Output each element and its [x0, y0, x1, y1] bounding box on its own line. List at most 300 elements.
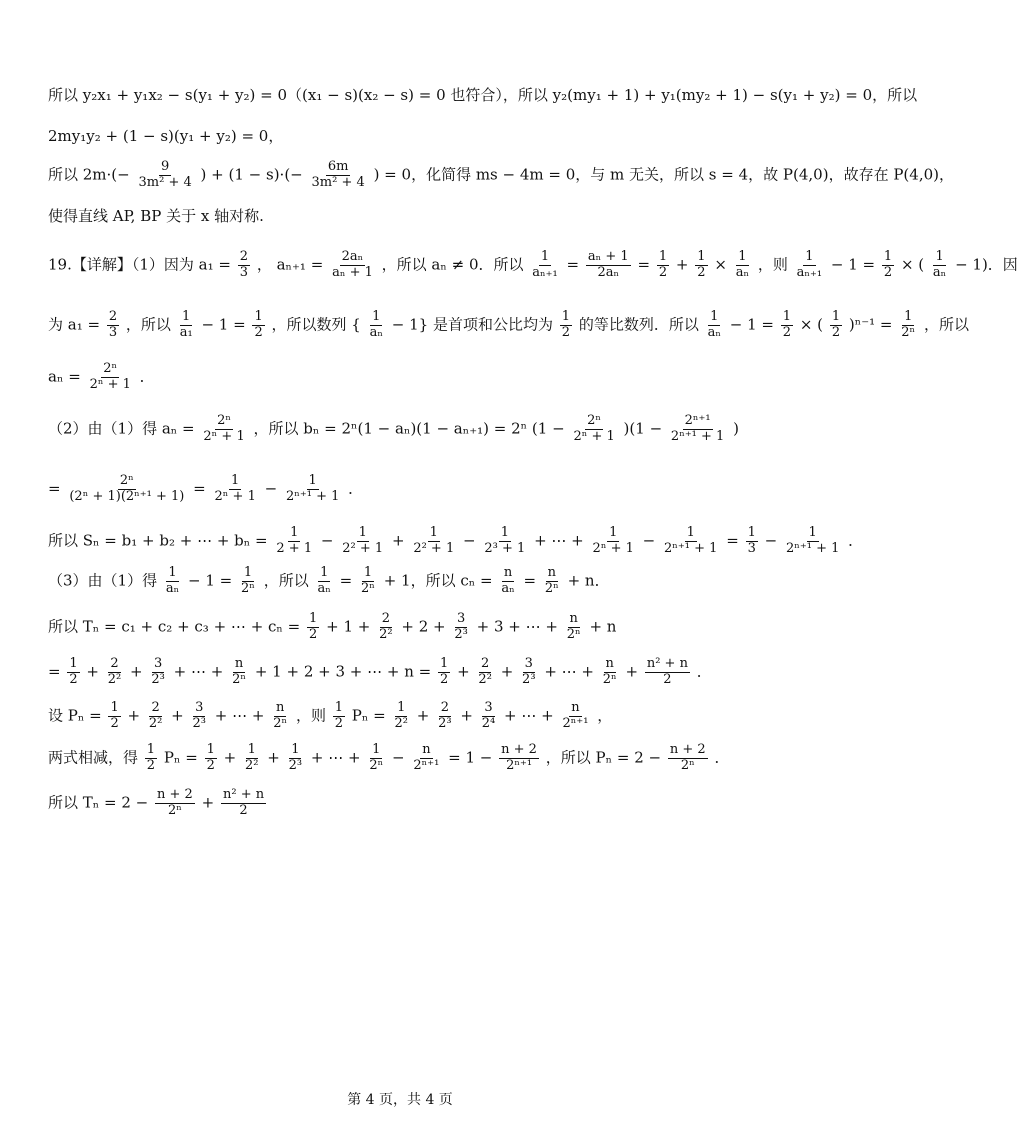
text-run: ． — [714, 748, 730, 767]
fraction — [706, 310, 723, 341]
fraction — [221, 788, 266, 819]
denominator: 2³ — [288, 757, 303, 773]
text-run: 所以 Tₙ = 2 − — [48, 793, 149, 812]
numerator: 1 — [540, 249, 550, 264]
numerator: 1 — [429, 525, 438, 540]
denominator: 2ⁿ — [361, 580, 375, 596]
denominator: 2² — [148, 715, 163, 731]
denominator: 2 — [309, 626, 318, 642]
numerator: n + 2 — [501, 742, 537, 757]
equation-line — [48, 612, 770, 643]
numerator: 2 — [151, 700, 160, 715]
fraction — [243, 743, 260, 774]
text-run: ) + (1 − s)·(− — [200, 165, 303, 184]
numerator: 2ⁿ — [119, 473, 134, 488]
fraction — [137, 160, 194, 191]
numerator: 1 — [500, 525, 509, 540]
fraction — [695, 250, 707, 281]
fraction — [734, 250, 751, 281]
numerator: n — [605, 656, 614, 671]
text-run: − — [320, 531, 334, 550]
denominator: 2ⁿ — [680, 757, 695, 773]
fraction — [645, 657, 690, 688]
text-run: + ⋯ + — [544, 662, 594, 681]
denominator: 2ⁿ + 1 — [203, 428, 245, 444]
text-run: − — [764, 531, 778, 550]
denominator: 2ⁿ⁺¹ + 1 — [285, 488, 340, 504]
denominator: aₙ — [735, 264, 750, 280]
denominator: 2³ — [522, 671, 536, 687]
text-run: + ⋯ + — [534, 531, 584, 550]
fraction — [520, 657, 537, 688]
text-run: ， aₙ₊₁ = — [256, 255, 324, 274]
fraction — [67, 474, 186, 505]
fraction — [178, 310, 195, 341]
text-run: )(1 − — [623, 419, 663, 438]
numerator: n — [503, 565, 513, 580]
numerator: n² + n — [222, 787, 265, 802]
page-footer: 第 4 页，共 4 页 — [347, 1092, 453, 1108]
text-run: + ⋯ + — [504, 706, 554, 725]
equation-line — [48, 701, 770, 732]
text-run: − — [264, 479, 278, 498]
denominator: 2 — [782, 324, 792, 340]
denominator: aₙ — [707, 324, 721, 340]
text-run: + — [457, 662, 470, 681]
numerator: 1 — [686, 525, 695, 540]
text-run: + — [500, 662, 514, 681]
fraction — [499, 743, 539, 774]
denominator: 2² — [379, 626, 393, 642]
denominator: 2ⁿ + 1 — [592, 540, 634, 556]
text-run: + ⋯ + — [173, 662, 224, 681]
numerator: 1 — [782, 309, 792, 324]
fraction — [230, 657, 248, 688]
text-run: ，所以 bₙ = 2ⁿ(1 − aₙ)(1 − aₙ₊₁) = 2ⁿ (1 − — [253, 419, 565, 438]
numerator: 2ⁿ — [587, 413, 602, 428]
denominator: 2 — [663, 671, 672, 687]
fraction — [368, 310, 385, 341]
fraction — [560, 701, 590, 732]
denominator: 2ⁿ⁺¹ — [562, 715, 589, 731]
text-run: ，则 — [295, 706, 326, 725]
text-run: + — [171, 706, 184, 725]
denominator: 2ⁿ⁺¹ — [506, 757, 533, 773]
fraction — [781, 310, 793, 341]
numerator: 1 — [697, 249, 706, 264]
text-run: + — [130, 662, 143, 681]
text-line: 2my₁y₂ + (1 − s)(y₁ + y₂) = 0， — [48, 127, 284, 145]
equation-line — [48, 159, 954, 191]
text-run: 设 Pₙ = — [48, 706, 102, 725]
numerator: 1 — [291, 742, 300, 757]
equation-line — [48, 249, 1018, 281]
denominator: 2ⁿ — [167, 802, 182, 818]
text-line: 所以 y₂x₁ + y₁x₂ − s(y₁ + y₂) = 0（(x₁ − s)(x₂ − s) = 0 也符合），所以 y₂(my₁ + 1) + y₁(my₂ + 1) − s(y₁ + y₂) = 0，所以 — [48, 86, 918, 104]
fraction — [107, 310, 119, 341]
text-run: )ⁿ⁻¹ = — [848, 315, 893, 334]
denominator: 2 — [254, 324, 263, 340]
denominator: 3 — [108, 324, 118, 340]
numerator: 3 — [154, 656, 163, 671]
numerator: 1 — [231, 473, 240, 488]
denominator: 2ⁿ — [901, 324, 916, 340]
text-run: ) — [733, 419, 739, 438]
denominator: 3 — [239, 264, 249, 280]
denominator: 2ⁿ — [232, 671, 247, 687]
text-run: + — [201, 793, 215, 812]
numerator: 1 — [808, 525, 817, 540]
denominator: 2 — [658, 264, 668, 280]
text-run: + ⋯ + — [310, 748, 361, 767]
fraction — [367, 743, 385, 774]
fraction — [601, 657, 619, 688]
text-run: = — [193, 479, 206, 498]
text-run: × ( — [900, 255, 925, 274]
numerator: 1 — [363, 565, 373, 580]
denominator: 2ⁿ — [566, 626, 581, 642]
equation-line — [48, 309, 969, 341]
denominator: 2 — [440, 671, 449, 687]
fraction — [480, 701, 497, 732]
fraction — [565, 612, 583, 643]
text-run: + n — [589, 617, 617, 636]
numerator: 1 — [206, 742, 215, 757]
numerator: 1 — [168, 565, 177, 580]
numerator: 1 — [320, 565, 329, 580]
fraction — [377, 612, 394, 643]
numerator: 1 — [182, 309, 191, 324]
denominator: 2 — [883, 264, 893, 280]
text-run: 所以 2m·(− — [48, 165, 130, 184]
numerator: 1 — [146, 742, 156, 757]
text-run: （2）由（1）得 aₙ = — [48, 419, 195, 438]
text-run: 所以 Sₙ = b₁ + b₂ + ⋯ + bₙ = — [48, 531, 268, 550]
numerator: 1 — [254, 309, 263, 324]
text-run: + — [460, 706, 473, 725]
fraction — [795, 250, 824, 281]
fraction — [307, 612, 319, 643]
text-run: × — [714, 255, 727, 274]
fraction — [330, 250, 375, 281]
text-run: = — [48, 662, 61, 681]
numerator: 1 — [609, 525, 618, 540]
fraction — [499, 566, 516, 597]
text-run: ． — [348, 479, 364, 498]
numerator: 1 — [831, 309, 841, 324]
fraction — [164, 566, 181, 597]
fraction — [746, 526, 758, 557]
denominator: aₙ + 1 — [332, 264, 373, 280]
text-run: ，所以数列 { — [271, 315, 361, 334]
text-run: = — [48, 479, 61, 498]
text-run: + — [127, 706, 141, 725]
numerator: 1 — [69, 656, 78, 671]
fraction — [657, 250, 669, 281]
text-run: + n． — [567, 571, 610, 590]
denominator: 2 — [697, 264, 706, 280]
numerator: 1 — [309, 611, 318, 626]
denominator: 3m² + 4 — [138, 174, 192, 190]
fraction — [67, 657, 79, 688]
denominator: 2³ — [438, 715, 452, 731]
equation-line — [48, 788, 770, 819]
denominator: 2ⁿ — [602, 671, 617, 687]
numerator: 1 — [308, 473, 317, 488]
equation-line — [48, 414, 770, 445]
text-run: ． — [696, 662, 712, 681]
denominator: aₙ — [165, 580, 180, 596]
numerator: 1 — [658, 249, 668, 264]
equation-line — [48, 474, 770, 505]
fraction — [669, 414, 726, 445]
numerator: 1 — [883, 249, 893, 264]
numerator: 1 — [334, 700, 344, 715]
fraction — [662, 526, 719, 557]
fraction — [411, 526, 456, 557]
numerator: 3 — [456, 611, 466, 626]
fraction — [438, 657, 450, 688]
equation-line — [48, 362, 770, 393]
text-run: − — [463, 531, 476, 550]
fraction — [145, 743, 157, 774]
denominator: 2ⁿ — [369, 757, 384, 773]
fraction — [239, 566, 257, 597]
equation-line — [48, 566, 770, 597]
text-run: Pₙ = — [351, 706, 386, 725]
fraction — [452, 612, 469, 643]
text-run: − 1 = — [729, 315, 774, 334]
numerator: 3 — [524, 656, 533, 671]
fraction — [530, 250, 559, 281]
numerator: n — [547, 565, 557, 580]
numerator: 1 — [372, 309, 381, 324]
fraction — [284, 474, 341, 505]
fraction — [149, 657, 166, 688]
numerator: 1 — [935, 249, 944, 264]
text-run: 的等比数列．所以 — [578, 315, 699, 334]
text-run: ，所以 — [125, 315, 171, 334]
denominator: 2ⁿ⁺¹ + 1 — [785, 540, 840, 556]
numerator: 1 — [358, 525, 367, 540]
fraction — [274, 526, 314, 557]
denominator: 2² — [478, 671, 492, 687]
text-run: − 1 = — [201, 315, 246, 334]
equation-line — [48, 657, 770, 688]
denominator: aₙ — [932, 264, 947, 280]
fraction — [882, 250, 894, 281]
fraction — [252, 310, 264, 341]
text-run: ) = 0，化简得 ms − 4m = 0，与 m 无关，所以 s = 4，故 P(4,0)，故存在 P(4,0)， — [373, 165, 954, 184]
numerator: 1 — [110, 700, 119, 715]
denominator: 2 — [831, 324, 841, 340]
denominator: 2³ — [454, 626, 468, 642]
text-run: + — [86, 662, 99, 681]
fraction — [543, 566, 561, 597]
numerator: n — [571, 700, 580, 715]
text-run: 所以 Tₙ = c₁ + c₂ + c₃ + ⋯ + cₙ = — [48, 617, 301, 636]
fraction — [571, 414, 616, 445]
fraction — [359, 566, 377, 597]
denominator: 2² + 1 — [413, 540, 455, 556]
text-run: + 3 + ⋯ + — [476, 617, 558, 636]
numerator: 1 — [747, 525, 756, 540]
fraction — [482, 526, 527, 557]
denominator: 2ⁿ + 1 — [214, 488, 256, 504]
denominator: 2 — [110, 715, 119, 731]
fraction — [201, 414, 246, 445]
fraction — [899, 310, 917, 341]
denominator: 2ⁿ + 1 — [573, 428, 615, 444]
denominator: aₙ₊₁ — [796, 264, 823, 280]
text-run: − 1)．因 — [955, 255, 1018, 274]
fraction — [191, 701, 208, 732]
denominator: 2 — [239, 802, 248, 818]
text-run: × ( — [799, 315, 824, 334]
fraction — [784, 526, 841, 557]
numerator: 2 — [108, 309, 118, 324]
numerator: n — [569, 611, 578, 626]
numerator: 2aₙ — [341, 249, 364, 264]
fraction — [108, 701, 120, 732]
numerator: 2 — [239, 249, 249, 264]
numerator: 3 — [195, 700, 204, 715]
text-run: + 1，所以 cₙ = — [383, 571, 493, 590]
text-run: − 1 = — [830, 255, 876, 274]
fraction — [271, 701, 289, 732]
text-run: + — [416, 706, 430, 725]
numerator: 2ⁿ — [103, 361, 118, 376]
text-run: − — [392, 748, 405, 767]
denominator: aₙ₊₁ — [532, 264, 558, 280]
denominator: aₙ — [501, 580, 515, 596]
denominator: 2ⁿ⁺¹ + 1 — [664, 540, 718, 556]
numerator: aₙ + 1 — [587, 249, 629, 264]
fraction — [238, 250, 250, 281]
denominator: 2ⁿ — [544, 580, 559, 596]
denominator: 2⁴ — [481, 715, 496, 731]
text-run: ， — [597, 706, 613, 725]
denominator: 2 — [146, 757, 156, 773]
text-run: + — [391, 531, 405, 550]
text-run: 19.【详解】（1）因为 a₁ = — [48, 255, 231, 274]
numerator: 1 — [738, 249, 747, 264]
denominator: 2aₙ — [597, 264, 620, 280]
numerator: 1 — [805, 249, 814, 264]
fraction — [287, 743, 304, 774]
text-run: + 1 + — [326, 617, 371, 636]
numerator: n — [422, 742, 431, 757]
fraction — [205, 743, 217, 774]
numerator: n — [234, 656, 244, 671]
denominator: 2ⁿ — [273, 715, 288, 731]
denominator: 2ⁿ⁺¹ + 1 — [670, 428, 725, 444]
denominator: 2² + 1 — [342, 540, 384, 556]
denominator: aₙ — [317, 580, 331, 596]
fraction — [411, 743, 441, 774]
numerator: 1 — [904, 309, 913, 324]
denominator: 2² — [394, 715, 408, 731]
fraction — [591, 526, 636, 557]
fraction — [310, 160, 367, 191]
text-run: + ⋯ + — [214, 706, 265, 725]
text-run: （3）由（1）得 — [48, 571, 158, 590]
numerator: 1 — [290, 525, 299, 540]
text-run: ，所以 aₙ ≠ 0．所以 — [381, 255, 524, 274]
numerator: 1 — [397, 700, 406, 715]
text-run: = — [566, 255, 580, 274]
text-run: + — [675, 255, 689, 274]
text-run: + — [223, 748, 237, 767]
denominator: 2ⁿ⁺¹ — [413, 757, 440, 773]
text-run: = — [523, 571, 537, 590]
fraction — [88, 362, 133, 393]
denominator: 2ⁿ + 1 — [89, 376, 131, 392]
numerator: 1 — [710, 309, 719, 324]
denominator: 2² — [107, 671, 122, 687]
text-run: Pₙ = — [163, 748, 198, 767]
equation-line — [48, 525, 864, 557]
text-run: + — [267, 748, 280, 767]
fraction — [340, 526, 385, 557]
numerator: 2 — [440, 700, 449, 715]
text-run: ，则 — [757, 255, 788, 274]
equation-line — [48, 743, 770, 774]
numerator: 1 — [372, 742, 381, 757]
denominator: 2 — [206, 757, 215, 773]
text-run: ． — [848, 531, 864, 550]
text-run: ，所以 — [263, 571, 309, 590]
numerator: 2ⁿ — [217, 413, 232, 428]
numerator: 1 — [440, 656, 449, 671]
fraction — [213, 474, 258, 505]
fraction — [668, 743, 708, 774]
fraction — [436, 701, 453, 732]
numerator: 2 — [381, 611, 390, 626]
fraction — [476, 657, 493, 688]
text-run: = 1 − — [448, 748, 493, 767]
numerator: 2 — [110, 656, 119, 671]
numerator: n² + n — [646, 656, 688, 671]
text-run: aₙ = — [48, 367, 81, 386]
fraction — [931, 250, 948, 281]
denominator: 2 + 1 — [276, 540, 313, 556]
text-run: ，所以 Pₙ = 2 − — [545, 748, 662, 767]
denominator: 2³ — [192, 715, 206, 731]
denominator: aₙ — [369, 324, 383, 340]
numerator: 1 — [243, 565, 253, 580]
numerator: n + 2 — [157, 787, 193, 802]
text-run: 为 a₁ = — [48, 315, 101, 334]
numerator: 1 — [247, 742, 256, 757]
numerator: n — [276, 700, 285, 715]
denominator: 2³ — [151, 671, 165, 687]
fraction — [586, 250, 631, 281]
denominator: (2ⁿ + 1)(2ⁿ⁺¹ + 1) — [69, 488, 185, 504]
text-run: + 2 + — [401, 617, 446, 636]
denominator: 2 — [69, 671, 78, 687]
denominator: 3m² + 4 — [311, 174, 365, 190]
text-run: = — [339, 571, 353, 590]
text-line: 使得直线 AP, BP 关于 x 轴对称. — [48, 207, 264, 225]
fraction — [147, 701, 164, 732]
denominator: 2 — [334, 715, 344, 731]
denominator: 2ⁿ — [241, 580, 255, 596]
fraction — [393, 701, 410, 732]
numerator: 9 — [161, 159, 170, 174]
numerator: 1 — [561, 309, 571, 324]
fraction — [560, 310, 572, 341]
